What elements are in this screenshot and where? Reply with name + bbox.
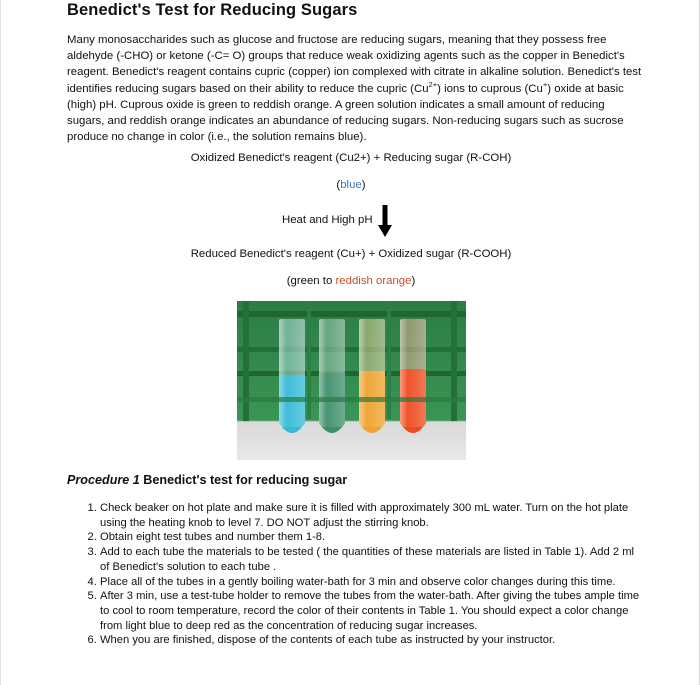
intro-text-3: ) oxide at basic (high) pH. Cuprous oxide is green to reddish orange. A green solution indicates a small amount of reducing sugars, and reddish orange indicates an abundance of reducing sugars. Non-reducing sugars such as sucrose produce no change in color (i.e., the solution remains blue). xyxy=(67,82,624,144)
reaction-condition: Heat and High pH xyxy=(282,214,373,226)
procedure-step: 2. Obtain eight test tubes and number them 1-8. xyxy=(100,530,645,545)
test-tubes-photo xyxy=(237,301,466,460)
procedure-step: 5. After 3 min, use a test-tube holder to remove the tubes from the water-bath. After giving the tubes ample time to cool to room temperature, record the color of their contents in Table 1. You should expect a color change from light blue to deep red as the concentration of reducing sugar increases. xyxy=(100,589,645,633)
procedure-steps xyxy=(85,501,645,648)
down-arrow-icon xyxy=(378,205,392,237)
tube-blue xyxy=(279,319,305,433)
intro-text-2: ) ions to cuprous (Cu xyxy=(437,82,543,95)
procedure-label: Procedure 1 xyxy=(67,473,140,487)
reaction-reactants: Oxidized Benedict's reagent (Cu2+) + Reducing sugar (R-COH) xyxy=(190,152,512,164)
superscript-2plus: 2+ xyxy=(428,79,438,89)
tube-green xyxy=(319,319,345,433)
procedure-title: Benedict's test for reducing sugar xyxy=(139,473,348,487)
paren-open: ( xyxy=(336,179,341,191)
tube-orange xyxy=(359,319,385,433)
reactant-color-note xyxy=(1,179,700,191)
reddish-orange-label: reddish orange xyxy=(335,275,412,287)
product-color-prefix: (green to xyxy=(286,275,336,287)
procedure-heading xyxy=(67,473,347,487)
procedure-step: 4. Place all of the tubes in a gently boiling water-bath for 3 min and observe color changes during this time. xyxy=(100,575,645,590)
superscript-plus: + xyxy=(542,79,548,89)
procedure-step: 3. Add to each tube the materials to be tested ( the quantities of these materials are listed in Table 1). Add 2 ml of Benedict's solution to each tube . xyxy=(100,545,645,574)
procedure-step: 6. When you are finished, dispose of the contents of each tube as instructed by your instructor. xyxy=(100,633,645,648)
intro-text-1: Many monosaccharides such as glucose and fructose are reducing sugars, meaning that they possess free aldehyde (-CHO) or ketone (-C= O) groups that reduce weak oxidizing agents such as the copper in Benedict's reagent. Benedict's reagent contains cupric (copper) ion complexed with citrate in alkaline solution. Benedict's test identifies reducing sugars based on their ability to reduce the cupric (Cu xyxy=(67,34,642,95)
blue-label: blue xyxy=(340,179,362,191)
intro-paragraph xyxy=(67,32,642,145)
paren-close: ) xyxy=(411,275,416,287)
tube-red xyxy=(400,319,426,433)
reaction-products: Reduced Benedict's reagent (Cu+) + Oxidized sugar (R-COOH) xyxy=(190,248,512,260)
page-title: Benedict's Test for Reducing Sugars xyxy=(67,1,358,19)
procedure-step: 1. Check beaker on hot plate and make sure it is filled with approximately 300 mL water. Turn on the hot plate using the heating knob to level 7. DO NOT adjust the stirring knob. xyxy=(100,501,645,530)
paren-close: ) xyxy=(361,179,366,191)
product-color-note xyxy=(1,275,700,287)
